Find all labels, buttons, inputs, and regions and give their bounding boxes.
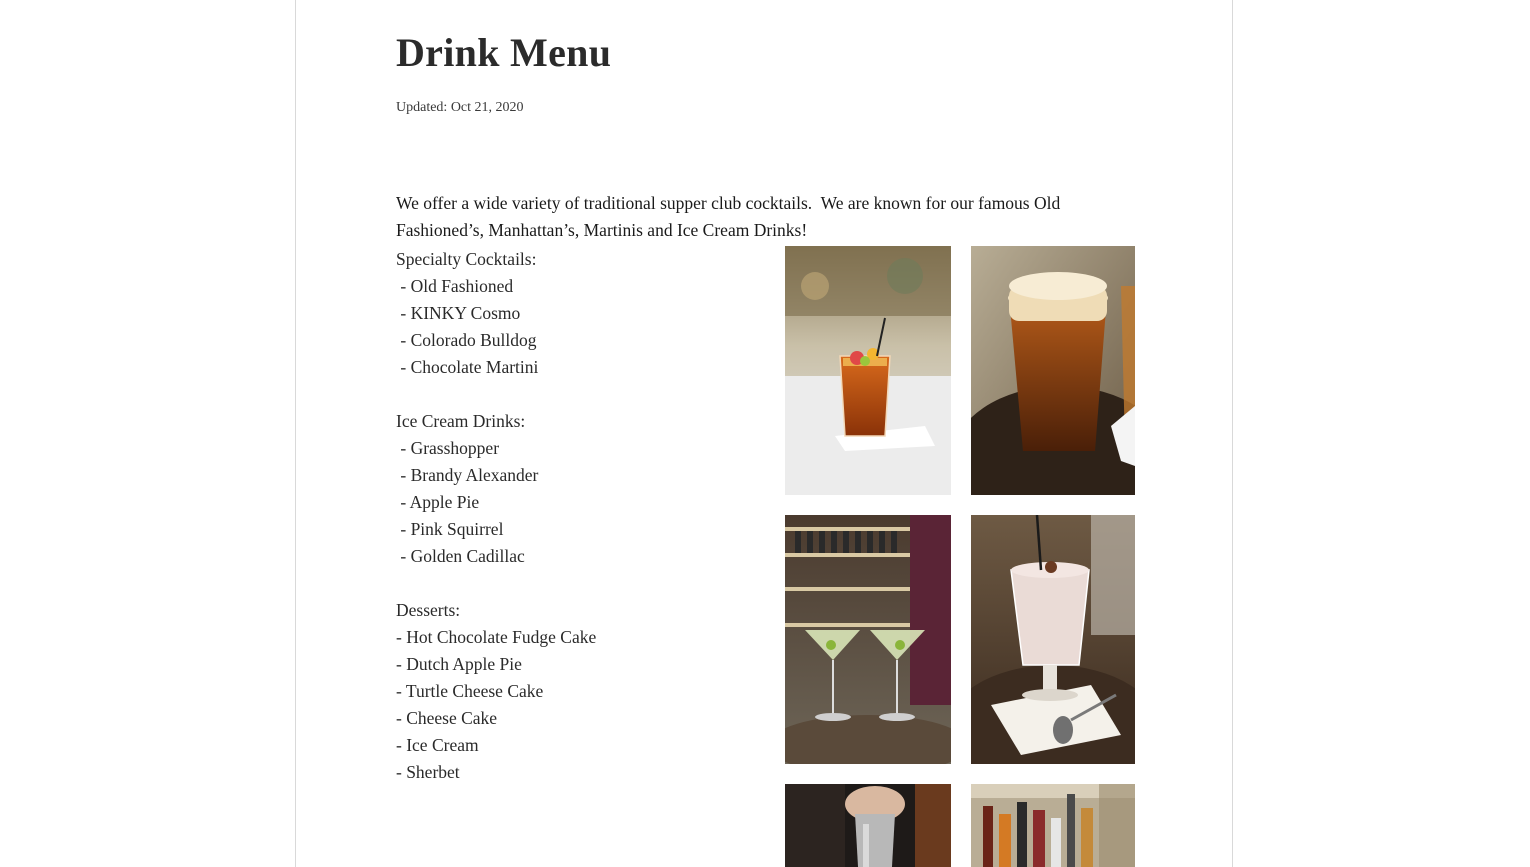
ice-cream-drink-photo[interactable] — [971, 515, 1135, 764]
old-fashioned-photo[interactable] — [785, 246, 951, 495]
intro-paragraph: We offer a wide variety of traditional supper club cocktails. We are known for our famous Old Fashioned’s, Manhattan’s, Martinis and Ice Cream Drinks! — [396, 193, 1065, 240]
photo-gallery — [785, 246, 1135, 867]
menu-item: - Cheese Cake — [396, 708, 498, 728]
menu-item: - Turtle Cheese Cake — [396, 681, 544, 701]
menu-item: - Pink Squirrel — [396, 519, 504, 539]
menu-item: - Apple Pie — [396, 492, 480, 512]
menu-item: - Brandy Alexander — [396, 465, 539, 485]
menu-item: - Sherbet — [396, 762, 460, 782]
menu-spacer — [396, 381, 756, 408]
beer-photo[interactable] — [971, 246, 1135, 495]
menu-item: - Golden Cadillac — [396, 546, 525, 566]
menu-item: - KINKY Cosmo — [396, 303, 521, 323]
menu-item: - Colorado Bulldog — [396, 330, 537, 350]
menu-item: - Ice Cream — [396, 735, 479, 755]
menu-spacer — [396, 570, 756, 597]
menu-item: - Dutch Apple Pie — [396, 654, 522, 674]
liquor-bottles-photo[interactable] — [971, 784, 1135, 867]
updated-date: Updated: Oct 21, 2020 — [396, 100, 524, 115]
martinis-photo[interactable] — [785, 515, 951, 764]
menu-item: - Grasshopper — [396, 438, 500, 458]
menu-item: - Hot Chocolate Fudge Cake — [396, 627, 597, 647]
menu-heading-ice-cream-drinks: Ice Cream Drinks: — [396, 411, 526, 431]
menu-item: - Old Fashioned — [396, 276, 514, 296]
cocktail-shaker-photo[interactable] — [785, 784, 951, 867]
menu-heading-specialty-cocktails: Specialty Cocktails: — [396, 249, 537, 269]
menu-list — [396, 246, 756, 786]
menu-heading-desserts: Desserts: — [396, 600, 461, 620]
page-title: Drink Menu — [396, 30, 612, 75]
menu-item: - Chocolate Martini — [396, 357, 539, 377]
